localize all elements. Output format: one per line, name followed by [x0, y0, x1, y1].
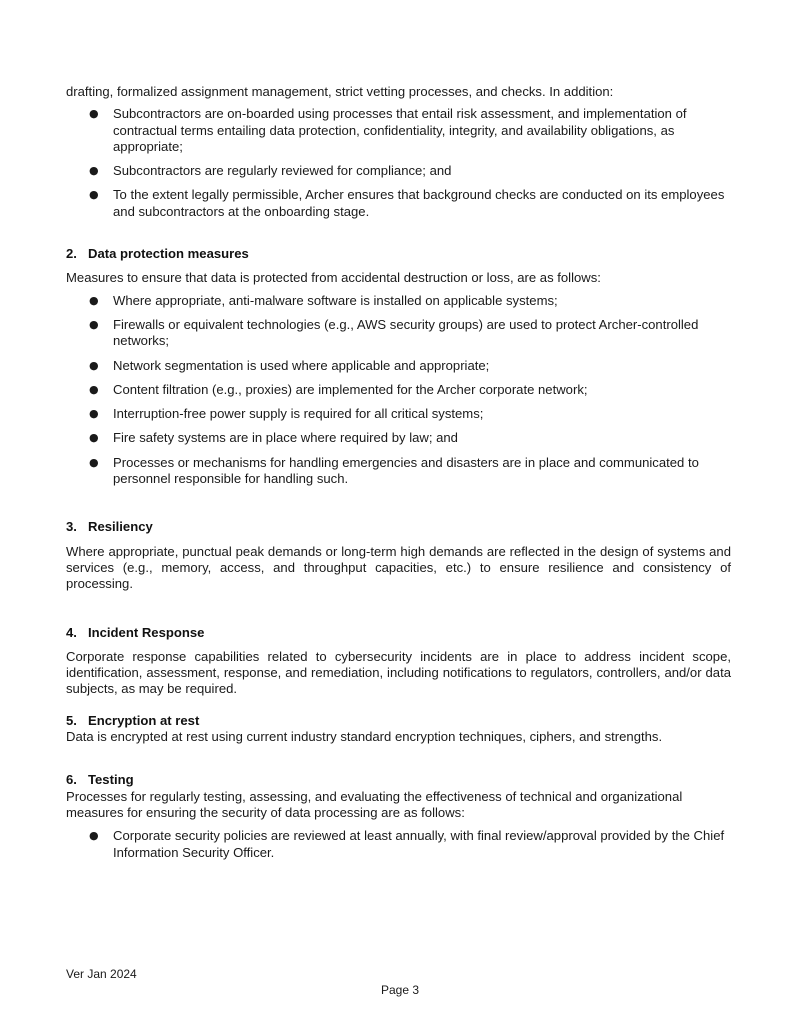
section-number: 4. [66, 624, 77, 640]
list-item-text: Subcontractors are regularly reviewed for compliance; and [113, 163, 452, 179]
list-item-text: Firewalls or equivalent technologies (e.g., AWS security groups) are used to protect Archer-controlled networks; [113, 316, 699, 349]
list-item [66, 382, 731, 398]
list-item-text: Network segmentation is used where applicable and appropriate; [113, 357, 490, 373]
list-item-text: Subcontractors are on-boarded using processes that entail risk assessment, and implementation of contractual terms entailing data protection, confidentiality, integrity, and availability obligations, as appropriate; [113, 106, 687, 154]
intro-paragraph: drafting, formalized assignment management, strict vetting processes, and checks. In addition: [66, 84, 614, 99]
section-body: Where appropriate, punctual peak demands or long-term high demands are reflected in the design of systems and services (e.g., memory, access, and throughput capacities, etc.) to ensure resilience and consistency of processing. [66, 543, 731, 592]
bullet-icon: ● [89, 407, 99, 421]
section-heading-testing [66, 772, 731, 788]
section-body: Processes for regularly testing, assessing, and evaluating the effectiveness of technical and organizational measures for ensuring the security of data processing are as follows: [66, 788, 683, 820]
section-body: Data is encrypted at rest using current industry standard encryption techniques, ciphers, and strengths. [66, 729, 663, 745]
bullet-icon: ● [89, 829, 99, 843]
section-number: 2. [66, 246, 77, 262]
list-item-text: Content filtration (e.g., proxies) are implemented for the Archer corporate network; [113, 381, 588, 397]
section-title: Testing [88, 772, 134, 788]
list-item [66, 317, 731, 350]
list-item [66, 406, 731, 422]
bullet-icon: ● [89, 293, 99, 307]
section-title: Data protection measures [88, 246, 249, 262]
section-heading-encryption-at-rest [66, 713, 731, 729]
list-item-text: Fire safety systems are in place where required by law; and [113, 430, 458, 446]
list-item-text: Interruption-free power supply is required for all critical systems; [113, 406, 484, 422]
bullet-icon: ● [89, 164, 99, 178]
bullet-icon: ● [89, 382, 99, 396]
intro-bullet-list [66, 106, 731, 220]
list-item [66, 358, 731, 374]
list-item [66, 106, 731, 155]
list-item-text: Processes or mechanisms for handling emergencies and disasters are in place and communicated to personnel responsible for handling such. [113, 454, 699, 487]
section-heading-incident-response [66, 625, 731, 641]
section-number: 6. [66, 772, 77, 788]
section-body: Corporate response capabilities related to cybersecurity incidents are in place to address incident scope, identification, assessment, response, and remediation, including notifications to regulators, controllers, and/or data subjects, as may be required. [66, 648, 731, 697]
page-content [66, 84, 731, 861]
section-heading-resiliency [66, 519, 731, 535]
footer-page-number: Page 3 [380, 983, 420, 997]
section-title: Resiliency [88, 519, 153, 535]
section-title: Encryption at rest [88, 712, 200, 728]
bullet-icon: ● [89, 358, 99, 372]
bullet-icon: ● [89, 107, 99, 121]
list-item [66, 163, 731, 179]
bullet-icon: ● [89, 317, 99, 331]
list-item [66, 455, 731, 488]
section-number: 3. [66, 519, 77, 535]
list-item [66, 187, 731, 220]
list-item-text: Where appropriate, anti-malware software is installed on applicable systems; [113, 292, 558, 308]
list-item [66, 828, 731, 861]
footer-version: Ver Jan 2024 [66, 967, 137, 981]
section-heading-data-protection [66, 246, 731, 262]
data-protection-bullet-list [66, 293, 731, 488]
bullet-icon: ● [89, 431, 99, 445]
section-body: Measures to ensure that data is protected from accidental destruction or loss, are as follows: [66, 270, 601, 286]
list-item-text: Corporate security policies are reviewed at least annually, with final review/approval provided by the Chief Information Security Officer. [113, 828, 725, 860]
section-number: 5. [66, 712, 77, 728]
testing-bullet-list [66, 828, 731, 861]
bullet-icon: ● [89, 455, 99, 469]
list-item-text: To the extent legally permissible, Archer ensures that background checks are conducted on its employees and subcontractors at the onboarding stage. [113, 187, 725, 219]
list-item [66, 430, 731, 446]
list-item [66, 293, 731, 309]
section-title: Incident Response [88, 624, 205, 640]
bullet-icon: ● [89, 188, 99, 202]
